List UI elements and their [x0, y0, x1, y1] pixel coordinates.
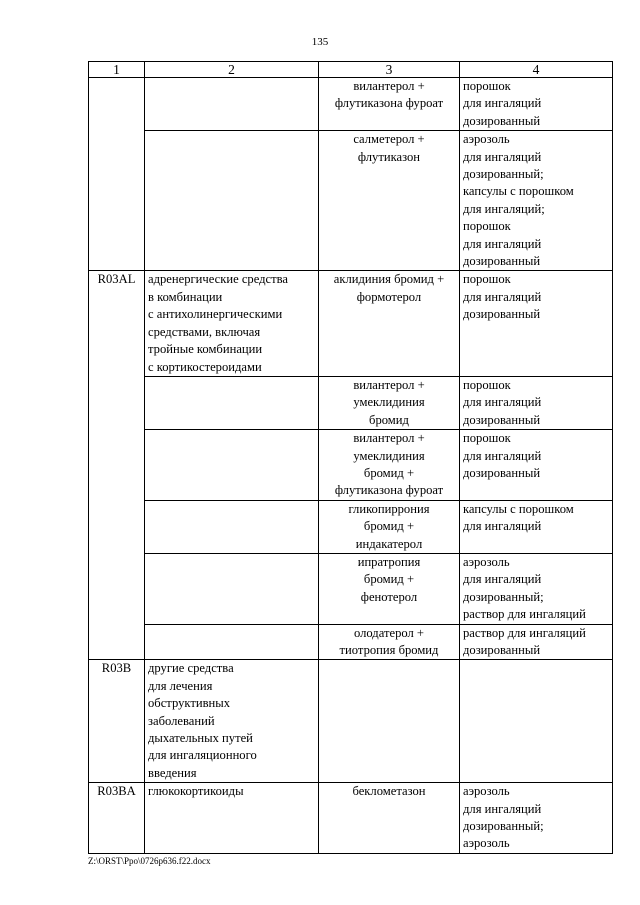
header-col-3: 3 — [319, 62, 460, 78]
drug-cell: салметерол + флутиказон — [319, 131, 460, 271]
dosage-form-cell: порошок для ингаляций дозированный — [460, 271, 613, 376]
table-row — [89, 553, 613, 624]
footer-file-path: Z:\ORST\Ppo\0726p636.f22.docx — [88, 856, 211, 866]
atc-code-cell: R03BA — [89, 783, 145, 854]
table-row — [89, 430, 613, 501]
drug-cell: беклометазон — [319, 783, 460, 854]
drug-cell: вилантерол + умеклидиния бромид — [319, 376, 460, 429]
group-cell — [145, 131, 319, 271]
group-cell — [145, 376, 319, 429]
group-cell — [145, 430, 319, 501]
drug-cell: олодатерол + тиотропия бромид — [319, 624, 460, 660]
drug-table — [88, 61, 613, 854]
drug-cell — [319, 660, 460, 783]
group-cell — [145, 553, 319, 624]
dosage-form-cell: аэрозоль для ингаляций дозированный; раствор для ингаляций — [460, 553, 613, 624]
atc-code-cell — [89, 78, 145, 271]
table-row — [89, 271, 613, 376]
header-row — [89, 62, 613, 78]
drug-cell: вилантерол + флутиказона фуроат — [319, 78, 460, 131]
table-row — [89, 500, 613, 553]
table-row — [89, 660, 613, 783]
group-cell — [145, 624, 319, 660]
header-col-4: 4 — [460, 62, 613, 78]
dosage-form-cell: капсулы с порошком для ингаляций — [460, 500, 613, 553]
dosage-form-cell: порошок для ингаляций дозированный — [460, 376, 613, 429]
page-number: 135 — [311, 36, 329, 48]
group-cell: другие средства для лечения обструктивных заболеваний дыхательных путей для ингаляционного введения — [145, 660, 319, 783]
group-cell — [145, 78, 319, 131]
header-col-2: 2 — [145, 62, 319, 78]
drug-cell: гликопиррония бромид + индакатерол — [319, 500, 460, 553]
dosage-form-cell: порошок для ингаляций дозированный — [460, 430, 613, 501]
dosage-form-cell: раствор для ингаляций дозированный — [460, 624, 613, 660]
atc-code-cell: R03AL — [89, 271, 145, 660]
table-row — [89, 78, 613, 131]
group-cell — [145, 500, 319, 553]
dosage-form-cell — [460, 660, 613, 783]
dosage-form-cell: аэрозоль для ингаляций дозированный; аэрозоль — [460, 783, 613, 854]
group-cell: адренергические средства в комбинации с антихолинергическими средствами, включая тройные комбинации с кортикостероидами — [145, 271, 319, 376]
dosage-form-cell: аэрозоль для ингаляций дозированный; капсулы с порошком для ингаляций; порошок для ингаляций дозированный — [460, 131, 613, 271]
drug-cell: аклидиния бромид + формотерол — [319, 271, 460, 376]
atc-code-cell: R03B — [89, 660, 145, 783]
group-cell: глюкокортикоиды — [145, 783, 319, 854]
dosage-form-cell: порошок для ингаляций дозированный — [460, 78, 613, 131]
table-row — [89, 131, 613, 271]
table-row — [89, 376, 613, 429]
table-row — [89, 783, 613, 854]
drug-cell: ипратропия бромид + фенотерол — [319, 553, 460, 624]
table-row — [89, 624, 613, 660]
header-col-1: 1 — [89, 62, 145, 78]
drug-cell: вилантерол + умеклидиния бромид + флутиказона фуроат — [319, 430, 460, 501]
